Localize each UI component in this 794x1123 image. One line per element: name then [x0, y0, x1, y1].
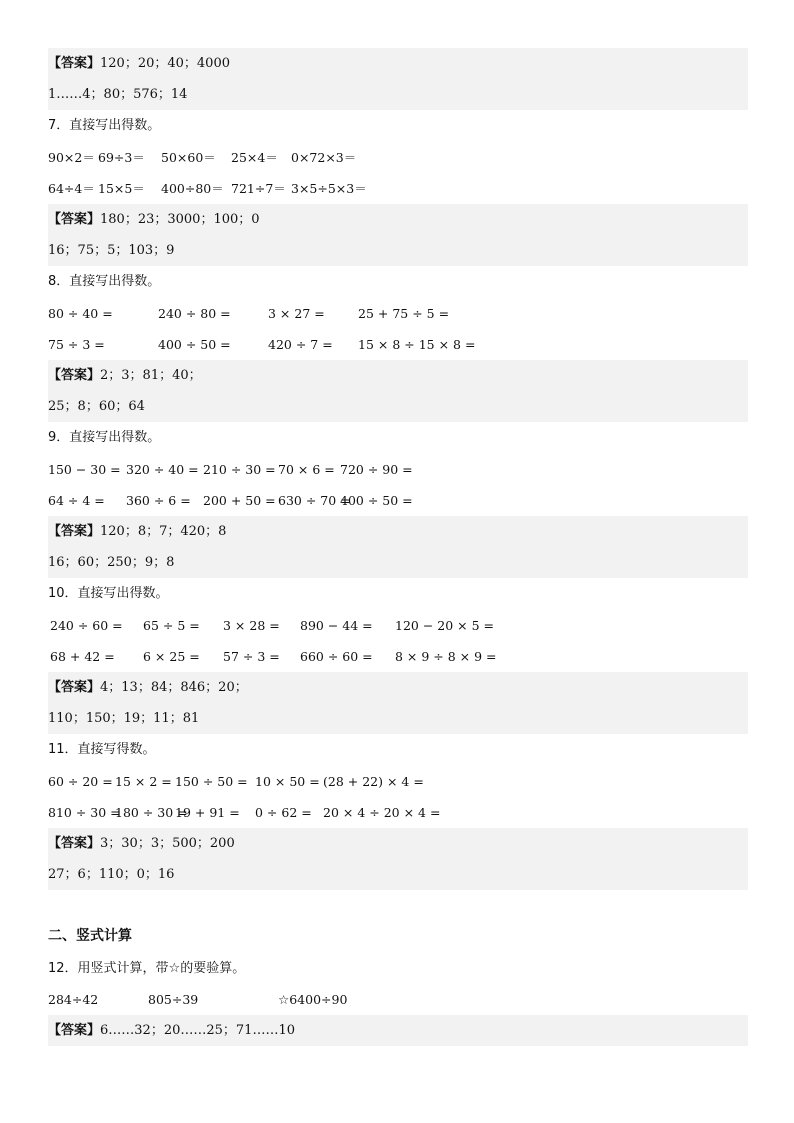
problem-row	[48, 142, 748, 173]
answer-tag: 【答案】	[48, 56, 101, 71]
question-title: 11．直接写得数。	[48, 742, 156, 758]
answer-text: 6……32；20……25；71……10	[100, 1023, 295, 1038]
answer-text: 180；23；3000；100；0	[100, 212, 260, 227]
problem-row	[48, 173, 748, 204]
answer-text: 120；8；7；420；8	[100, 524, 227, 539]
problem-expression: 810 ÷ 30 =	[48, 804, 121, 820]
problem-expression: 630 ÷ 70 =	[278, 492, 351, 508]
answer-text: 25；8；60；64	[48, 399, 145, 415]
problem-expression: 3×5÷5×3＝	[291, 180, 367, 196]
question-title: 8．直接写出得数。	[48, 274, 161, 290]
problem-expression: 200 + 50 =	[203, 492, 276, 508]
answer-line-continued	[48, 235, 748, 266]
problem-expression: 64÷4＝	[48, 180, 95, 196]
problem-expression: 805÷39	[148, 991, 199, 1007]
problem-expression: 240 ÷ 60 =	[50, 617, 123, 633]
problem-row	[48, 984, 748, 1015]
answer-line	[48, 360, 748, 391]
problem-expression: 75 ÷ 3 =	[48, 336, 105, 352]
problem-expression: 15×5＝	[98, 180, 145, 196]
problem-expression: 720 ÷ 90 =	[340, 461, 413, 477]
problem-expression: 60 ÷ 20 =	[48, 773, 113, 789]
problem-expression: 0×72×3＝	[291, 149, 357, 165]
problem-expression: 0 ÷ 62 =	[255, 804, 312, 820]
answer-text: 27；6；110；0；16	[48, 867, 175, 883]
problem-row	[48, 454, 748, 485]
problem-expression: 19 + 91 =	[175, 804, 240, 820]
problem-expression: 10 × 50 =	[255, 773, 320, 789]
problem-expression: 400 ÷ 50 =	[158, 336, 231, 352]
answer-tag: 【答案】	[48, 524, 101, 539]
problem-row	[48, 766, 748, 797]
answer-text: 3；30；3；500；200	[100, 836, 235, 851]
question-title: 12．用竖式计算，带☆的要验算。	[48, 960, 246, 976]
problem-expression: 3 × 27 =	[268, 305, 325, 321]
problem-expression: 65 ÷ 5 =	[143, 617, 200, 633]
problem-expression: 68 + 42 =	[50, 648, 115, 664]
problem-expression: 69÷3＝	[98, 149, 145, 165]
answer-text: 110；150；19；11；81	[48, 711, 200, 727]
problem-expression: 3 × 28 =	[223, 617, 280, 633]
answer-line-continued	[48, 547, 748, 578]
problem-expression: (28 + 22) × 4 =	[323, 773, 424, 789]
problem-row	[48, 610, 748, 641]
problem-row	[48, 485, 748, 516]
problem-expression: 90×2＝	[48, 149, 95, 165]
problem-expression: 320 ÷ 40 =	[126, 461, 199, 477]
section-heading: 二、竖式计算	[48, 928, 132, 945]
problem-expression: 20 × 4 ÷ 20 × 4 =	[323, 804, 441, 820]
problem-expression: 57 ÷ 3 =	[223, 648, 280, 664]
answer-text: 16；60；250；9；8	[48, 555, 175, 571]
answer-line-continued	[48, 391, 748, 422]
problem-row	[48, 298, 748, 329]
answer-tag: 【答案】	[48, 836, 101, 851]
answer-line-continued	[48, 703, 748, 734]
problem-expression: 360 ÷ 6 =	[126, 492, 191, 508]
problem-expression: 240 ÷ 80 =	[158, 305, 231, 321]
problem-expression: 210 ÷ 30 =	[203, 461, 276, 477]
problem-expression: 64 ÷ 4 =	[48, 492, 105, 508]
problem-row	[48, 641, 748, 672]
problem-row	[48, 797, 748, 828]
answer-line-continued	[48, 859, 748, 890]
answer-text: 16；75；5；103；9	[48, 243, 175, 259]
problem-expression: 180 ÷ 30 =	[115, 804, 188, 820]
problem-expression: 70 × 6 =	[278, 461, 335, 477]
problem-expression: 400 ÷ 50 =	[340, 492, 413, 508]
answer-tag: 【答案】	[48, 680, 101, 695]
answer-line-continued	[48, 79, 748, 110]
problem-expression: 50×60＝	[161, 149, 216, 165]
answer-line	[48, 672, 748, 703]
answer-line	[48, 48, 748, 79]
problem-expression: 150 − 30 =	[48, 461, 121, 477]
problem-expression: 120 − 20 × 5 =	[395, 617, 495, 633]
problem-expression: 420 ÷ 7 =	[268, 336, 333, 352]
problem-expression: 25×4＝	[231, 149, 278, 165]
question-title: 7．直接写出得数。	[48, 118, 161, 134]
question-title: 9．直接写出得数。	[48, 430, 161, 446]
answer-line	[48, 1015, 748, 1046]
answer-text: 120；20；40；4000	[100, 56, 230, 71]
problem-row	[48, 329, 748, 360]
problem-expression: 284÷42	[48, 991, 99, 1007]
problem-expression: 150 ÷ 50 =	[175, 773, 248, 789]
problem-expression: 6 × 25 =	[143, 648, 200, 664]
answer-text: 4；13；84；846；20；	[100, 680, 248, 695]
question-title: 10．直接写出得数。	[48, 586, 169, 602]
answer-line	[48, 516, 748, 547]
problem-expression: 15 × 8 ÷ 15 × 8 =	[358, 336, 476, 352]
problem-expression: 80 ÷ 40 =	[48, 305, 113, 321]
answer-line	[48, 828, 748, 859]
problem-expression: 25 + 75 ÷ 5 =	[358, 305, 450, 321]
problem-expression: ☆6400÷90	[278, 991, 348, 1007]
answer-line	[48, 204, 748, 235]
answer-text: 2；3；81；40；	[100, 368, 202, 383]
problem-expression: 660 ÷ 60 =	[300, 648, 373, 664]
answer-tag: 【答案】	[48, 368, 101, 383]
problem-expression: 15 × 2 =	[115, 773, 172, 789]
answer-text: 1……4；80；576；14	[48, 87, 188, 103]
problem-expression: 721÷7＝	[231, 180, 286, 196]
problem-expression: 890 − 44 =	[300, 617, 373, 633]
answer-tag: 【答案】	[48, 212, 101, 227]
problem-expression: 400÷80＝	[161, 180, 224, 196]
answer-tag: 【答案】	[48, 1023, 101, 1038]
problem-expression: 8 × 9 ÷ 8 × 9 =	[395, 648, 497, 664]
